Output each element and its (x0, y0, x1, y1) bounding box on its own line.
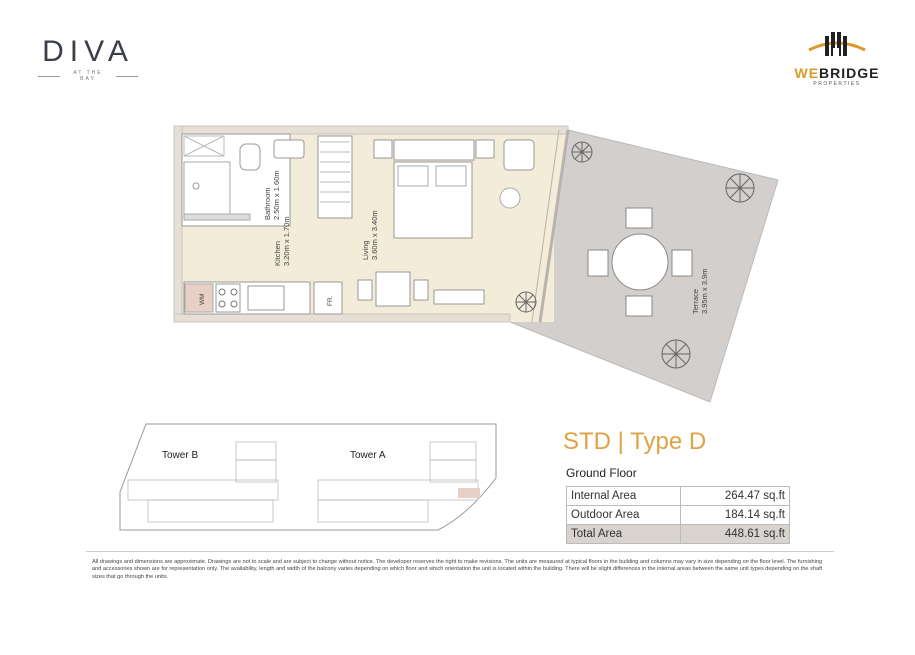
terrace-name: Terrace (691, 288, 700, 314)
living-dims: 3.60m x 3.40m (370, 210, 379, 260)
total-area-label: Total Area (567, 525, 681, 544)
kitchen-name: Kitchen (273, 240, 282, 266)
webridge-emblem-icon (807, 30, 867, 60)
total-area-value: 448.61 sq.ft (681, 525, 790, 544)
developer-sub: PROPERTIES (813, 81, 861, 87)
internal-area-value: 264.47 sq.ft (681, 487, 790, 506)
developer-name (792, 65, 882, 81)
washing-machine-label: WM (199, 293, 206, 305)
outdoor-area-value: 184.14 sq.ft (681, 506, 790, 525)
terrace-table (612, 234, 668, 290)
tower-a-label: Tower A (350, 450, 386, 461)
developer-name-accent: WE (794, 65, 820, 81)
project-tagline-row (38, 70, 138, 82)
plant-icon (726, 174, 754, 202)
bathroom-dims: 2.50m x 1.60m (272, 170, 281, 220)
tower-b-label: Tower B (162, 450, 199, 461)
internal-area-label: Internal Area (567, 487, 681, 506)
tagline-rule-left (38, 76, 60, 77)
fridge-label: FR. (327, 295, 334, 306)
table-row (567, 506, 790, 525)
floor-plan (170, 122, 780, 407)
unit-location-marker (458, 488, 480, 498)
table-row (567, 525, 790, 544)
table-row (567, 487, 790, 506)
outdoor-area-label: Outdoor Area (567, 506, 681, 525)
developer-name-rest: BRIDGE (819, 65, 880, 81)
plant-icon (572, 142, 592, 162)
project-name: DIVA (42, 35, 134, 68)
plant-icon (662, 340, 690, 368)
bathroom-name: Bathroom (263, 187, 272, 220)
divider (86, 551, 834, 552)
tagline-rule-right (116, 76, 138, 77)
unit-title: STD | Type D (563, 428, 707, 455)
site-key-plan (118, 420, 498, 545)
project-tagline: AT THE BAY (73, 70, 103, 82)
floor-label: Ground Floor (566, 466, 637, 480)
area-table (566, 486, 790, 544)
kitchen-dims: 3.20m x 1.70m (282, 216, 291, 266)
plant-icon (516, 292, 536, 312)
webridge-logo (792, 30, 882, 87)
living-name: Living (361, 240, 370, 260)
terrace-dims: 3.95m x 3.9m (700, 268, 709, 314)
diva-logo (38, 36, 138, 82)
disclaimer: All drawings and dimensions are approximate. Drawings are not to scale and are subject to change without notice. The developer reserves the right to make revisions. The units are measured at typical floors in the building and columns may vary in size depending on the floor level. The furnishing and accessories shown are for representation only. The availability, length and width of the balcony varies depending on which floor and which orientation the unit is located within the building. There will be slight differences in the internal areas between the same unit types depending on the shaft sizes that go through the units. (92, 559, 823, 580)
